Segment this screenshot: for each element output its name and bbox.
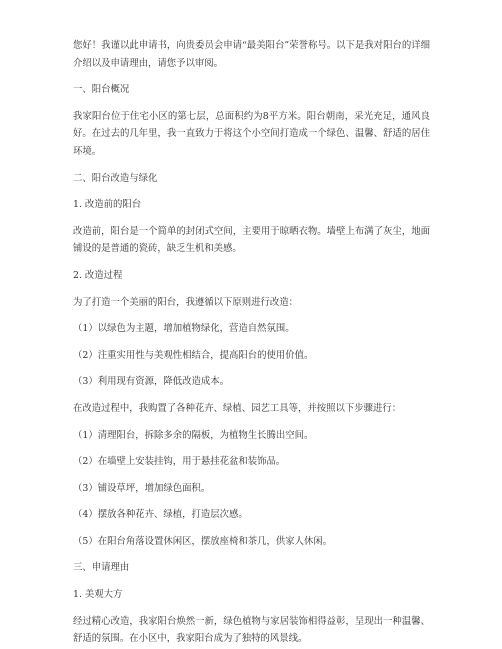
subheading-renovation-process: 2. 改造过程	[73, 269, 123, 281]
subheading-before-renovation: 1. 改造前的阳台	[73, 199, 142, 211]
step-item: （5）在阳台角落设置休闲区，摆放座椅和茶几，供家人休闲。	[73, 535, 333, 547]
overview-paragraph: 我家阳台位于住宅小区的第七层，总面积约为8平方米。阳台朝南，采光充足，通风良好。在过去的几年里，我一直致力于将这个小空间打造成一个绿色、温馨、舒适的居住环境。	[73, 110, 430, 157]
steps-intro: 在改造过程中，我购置了各种花卉、绿植、园艺工具等，并按照以下步骤进行：	[73, 402, 402, 414]
before-renovation-paragraph: 改造前，阳台是一个简单的封闭式空间，主要用于晾晒衣物。墙壁上布满了灰尘，地面铺设的是普通的瓷砖，缺乏生机和美感。	[73, 225, 430, 255]
principle-item: （2）注重实用性与美观性相结合，提高阳台的使用价值。	[73, 349, 314, 361]
section-heading-reasons: 三、申请理由	[73, 562, 130, 574]
principles-intro: 为了打造一个美丽的阳台，我遵循以下原则进行改造：	[73, 296, 299, 308]
step-item: （2）在墙壁上安装挂钩，用于悬挂花盆和装饰品。	[73, 456, 286, 468]
subheading-beautiful: 1. 美观大方	[73, 589, 123, 601]
intro-paragraph: 您好！我谨以此申请书，向贵委员会申请“最美阳台”荣誉称号。以下是我对阳台的详细介绍以及申请理由，请您予以审阅。	[73, 40, 430, 69]
step-item: （1）清理阳台，拆除多余的隔板，为植物生长腾出空间。	[73, 429, 314, 441]
section-heading-renovation: 二、阳台改造与绿化	[73, 172, 158, 184]
principle-item: （3）利用现有资源，降低改造成本。	[73, 376, 229, 388]
document-body	[73, 37, 430, 648]
section-heading-overview: 一、阳台概况	[73, 84, 130, 96]
step-item: （3）铺设草坪，增加绿色面积。	[73, 482, 211, 494]
beautiful-paragraph: 经过精心改造，我家阳台焕然一新，绿色植物与家居装饰相得益彰，呈现出一种温馨、舒适的氛围。在小区中，我家阳台成为了独特的风景线。	[73, 615, 430, 645]
step-item: （4）摆放各种花卉、绿植，打造层次感。	[73, 509, 248, 521]
principle-item: （1）以绿色为主题，增加植物绿化，营造自然氛围。	[73, 323, 295, 335]
